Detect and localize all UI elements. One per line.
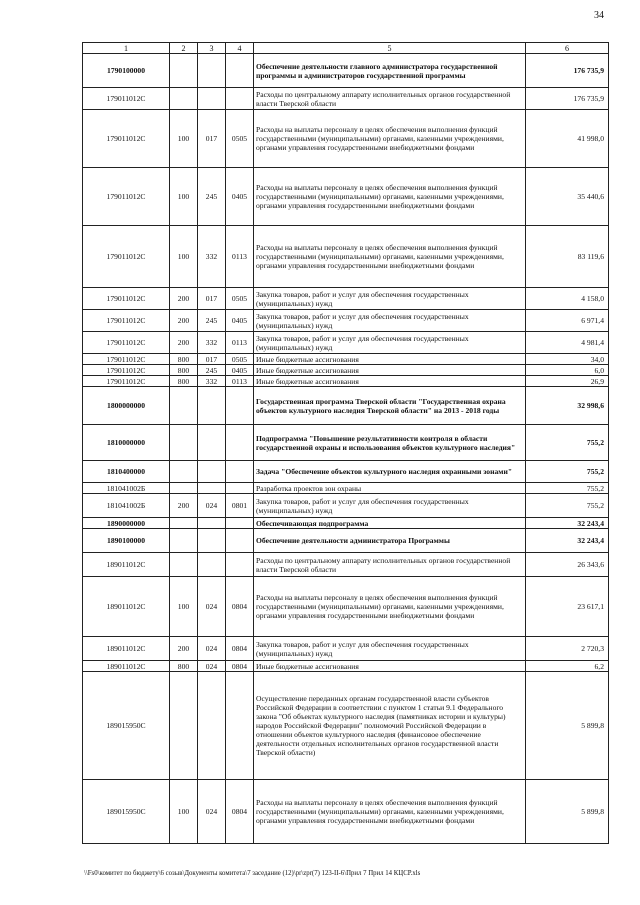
type-cell xyxy=(170,54,198,88)
description-cell: Закупка товаров, работ и услуг для обеспечения государственных (муниципальных) нужд xyxy=(254,310,526,332)
section-cell: 0405 xyxy=(226,168,254,226)
description-cell: Расходы на выплаты персоналу в целях обеспечения выполнения функций государственными (муниципальными) органами, казенными учреждениями, органами управления государственными внебюджетными фондами xyxy=(254,780,526,844)
ministry-cell xyxy=(198,88,226,110)
description-cell: Осуществление переданных органам государственной власти субъектов Российской Федерации в соответствии с пунктом 1 статьи 9.1 Федерального закона "Об объектах культурного наследия (памятниках истории и культуры) народов Российской Федерации" полномочий Российской Федерации в отношении объектов культурного наследия (финансовое обеспечение деятельности отдельных исполнительных органов государственной власти Тверской области) xyxy=(254,672,526,780)
code-cell: 1810400000 xyxy=(83,461,170,483)
description-cell: Обеспечивающая подпрограмма xyxy=(254,518,526,529)
section-cell: 0804 xyxy=(226,637,254,661)
code-cell: 1890000000 xyxy=(83,518,170,529)
amount-cell: 35 440,6 xyxy=(526,168,609,226)
ministry-cell: 245 xyxy=(198,365,226,376)
ministry-cell xyxy=(198,387,226,425)
table-row xyxy=(83,88,609,110)
section-cell: 0804 xyxy=(226,661,254,672)
table-row xyxy=(83,376,609,387)
section-cell xyxy=(226,529,254,553)
ministry-cell xyxy=(198,483,226,494)
description-cell: Обеспечение деятельности главного администратора государственной программы и администраторов государственной программы xyxy=(254,54,526,88)
table-row xyxy=(83,494,609,518)
description-cell: Закупка товаров, работ и услуг для обеспечения государственных (муниципальных) нужд xyxy=(254,332,526,354)
description-cell: Закупка товаров, работ и услуг для обеспечения государственных (муниципальных) нужд xyxy=(254,288,526,310)
section-cell: 0505 xyxy=(226,288,254,310)
amount-cell: 5 899,8 xyxy=(526,672,609,780)
ministry-cell: 024 xyxy=(198,661,226,672)
amount-cell: 32 243,4 xyxy=(526,529,609,553)
amount-cell: 6 971,4 xyxy=(526,310,609,332)
table-row xyxy=(83,54,609,88)
amount-cell: 41 998,0 xyxy=(526,110,609,168)
header-cell: 5 xyxy=(254,43,526,54)
ministry-cell xyxy=(198,672,226,780)
section-cell xyxy=(226,483,254,494)
amount-cell: 176 735,9 xyxy=(526,54,609,88)
description-cell: Расходы на выплаты персоналу в целях обеспечения выполнения функций государственными (муниципальными) органами, казенными учреждениями, органами управления государственными внебюджетными фондами xyxy=(254,168,526,226)
code-cell: 179011012С xyxy=(83,332,170,354)
description-cell: Разработка проектов зон охраны xyxy=(254,483,526,494)
table-row xyxy=(83,332,609,354)
type-cell: 200 xyxy=(170,332,198,354)
table-row xyxy=(83,110,609,168)
amount-cell: 26 343,6 xyxy=(526,553,609,577)
type-cell: 200 xyxy=(170,288,198,310)
type-cell: 800 xyxy=(170,376,198,387)
type-cell xyxy=(170,672,198,780)
amount-cell: 755,2 xyxy=(526,483,609,494)
amount-cell: 176 735,9 xyxy=(526,88,609,110)
type-cell: 100 xyxy=(170,226,198,288)
table-row xyxy=(83,425,609,461)
section-cell xyxy=(226,425,254,461)
header-cell: 3 xyxy=(198,43,226,54)
ministry-cell: 024 xyxy=(198,494,226,518)
amount-cell: 34,0 xyxy=(526,354,609,365)
type-cell: 100 xyxy=(170,168,198,226)
type-cell xyxy=(170,88,198,110)
ministry-cell: 245 xyxy=(198,168,226,226)
code-cell: 189011012С xyxy=(83,577,170,637)
code-cell: 179011012С xyxy=(83,310,170,332)
amount-cell: 2 720,3 xyxy=(526,637,609,661)
code-cell: 179011012С xyxy=(83,365,170,376)
ministry-cell: 024 xyxy=(198,577,226,637)
description-cell: Расходы на выплаты персоналу в целях обеспечения выполнения функций государственными (муниципальными) органами, казенными учреждениями, органами управления государственными внебюджетными фондами xyxy=(254,110,526,168)
code-cell: 189011012С xyxy=(83,637,170,661)
section-cell xyxy=(226,54,254,88)
type-cell xyxy=(170,518,198,529)
table-row xyxy=(83,365,609,376)
ministry-cell xyxy=(198,518,226,529)
type-cell: 800 xyxy=(170,354,198,365)
description-cell: Иные бюджетные ассигнования xyxy=(254,661,526,672)
amount-cell: 755,2 xyxy=(526,494,609,518)
code-cell: 179011012С xyxy=(83,110,170,168)
code-cell: 179011012С xyxy=(83,88,170,110)
type-cell xyxy=(170,461,198,483)
amount-cell: 6,2 xyxy=(526,661,609,672)
header-cell: 1 xyxy=(83,43,170,54)
file-path-footer: \\Fs0\комитет по бюджету\6 созыв\Документы комитета\7 заседание (12)\pr\zpr(7) 123-II-6\Прил 7 Прил 14 КЦСР.xls xyxy=(84,870,421,877)
table-row xyxy=(83,310,609,332)
type-cell: 800 xyxy=(170,365,198,376)
code-cell: 179011012С xyxy=(83,226,170,288)
description-cell: Подпрограмма "Повышение результативности контроля в области государственной охраны и использования объектов культурного наследия" xyxy=(254,425,526,461)
code-cell: 189011012С xyxy=(83,661,170,672)
section-cell: 0801 xyxy=(226,494,254,518)
code-cell: 1810000000 xyxy=(83,425,170,461)
ministry-cell: 017 xyxy=(198,288,226,310)
table-row xyxy=(83,387,609,425)
section-cell xyxy=(226,461,254,483)
description-cell: Иные бюджетные ассигнования xyxy=(254,376,526,387)
header-cell: 6 xyxy=(526,43,609,54)
table-row xyxy=(83,168,609,226)
amount-cell: 4 158,0 xyxy=(526,288,609,310)
type-cell: 200 xyxy=(170,637,198,661)
amount-cell: 5 899,8 xyxy=(526,780,609,844)
section-cell xyxy=(226,518,254,529)
table-row xyxy=(83,553,609,577)
description-cell: Расходы на выплаты персоналу в целях обеспечения выполнения функций государственными (муниципальными) органами, казенными учреждениями, органами управления государственными внебюджетными фондами xyxy=(254,226,526,288)
ministry-cell xyxy=(198,54,226,88)
amount-cell: 4 981,4 xyxy=(526,332,609,354)
table-row xyxy=(83,672,609,780)
section-cell xyxy=(226,387,254,425)
ministry-cell: 017 xyxy=(198,110,226,168)
section-cell: 0113 xyxy=(226,332,254,354)
table-row xyxy=(83,461,609,483)
ministry-cell: 245 xyxy=(198,310,226,332)
description-cell: Закупка товаров, работ и услуг для обеспечения государственных (муниципальных) нужд xyxy=(254,637,526,661)
section-cell: 0505 xyxy=(226,354,254,365)
table-row xyxy=(83,577,609,637)
table-row xyxy=(83,637,609,661)
table-row xyxy=(83,529,609,553)
section-cell: 0804 xyxy=(226,780,254,844)
type-cell: 800 xyxy=(170,661,198,672)
code-cell: 1790100000 xyxy=(83,54,170,88)
header-cell: 2 xyxy=(170,43,198,54)
code-cell: 179011012С xyxy=(83,354,170,365)
ministry-cell xyxy=(198,529,226,553)
table-header-row xyxy=(83,43,609,54)
code-cell: 179011012С xyxy=(83,376,170,387)
table-row xyxy=(83,780,609,844)
code-cell: 179011012С xyxy=(83,288,170,310)
amount-cell: 23 617,1 xyxy=(526,577,609,637)
code-cell: 189015950С xyxy=(83,672,170,780)
budget-table xyxy=(82,42,609,844)
amount-cell: 32 243,4 xyxy=(526,518,609,529)
amount-cell: 83 119,6 xyxy=(526,226,609,288)
description-cell: Закупка товаров, работ и услуг для обеспечения государственных (муниципальных) нужд xyxy=(254,494,526,518)
description-cell: Иные бюджетные ассигнования xyxy=(254,354,526,365)
ministry-cell: 332 xyxy=(198,226,226,288)
ministry-cell: 332 xyxy=(198,332,226,354)
section-cell: 0505 xyxy=(226,110,254,168)
code-cell: 1800000000 xyxy=(83,387,170,425)
code-cell: 181041002Б xyxy=(83,494,170,518)
table-row xyxy=(83,288,609,310)
ministry-cell xyxy=(198,461,226,483)
table-row xyxy=(83,518,609,529)
amount-cell: 6,0 xyxy=(526,365,609,376)
header-cell: 4 xyxy=(226,43,254,54)
type-cell: 200 xyxy=(170,310,198,332)
description-cell: Расходы по центральному аппарату исполнительных органов государственной власти Тверской области xyxy=(254,553,526,577)
code-cell: 189011012С xyxy=(83,553,170,577)
type-cell xyxy=(170,387,198,425)
code-cell: 189015950С xyxy=(83,780,170,844)
ministry-cell xyxy=(198,553,226,577)
type-cell xyxy=(170,529,198,553)
description-cell: Обеспечение деятельности администратора Программы xyxy=(254,529,526,553)
type-cell xyxy=(170,553,198,577)
section-cell: 0405 xyxy=(226,310,254,332)
type-cell xyxy=(170,425,198,461)
amount-cell: 755,2 xyxy=(526,461,609,483)
ministry-cell: 017 xyxy=(198,354,226,365)
table-row xyxy=(83,483,609,494)
section-cell xyxy=(226,672,254,780)
description-cell: Государственная программа Тверской области "Государственная охрана объектов культурного наследия Тверской области" на 2013 - 2018 годы xyxy=(254,387,526,425)
ministry-cell: 024 xyxy=(198,780,226,844)
type-cell: 100 xyxy=(170,577,198,637)
table-row xyxy=(83,226,609,288)
code-cell: 1890100000 xyxy=(83,529,170,553)
section-cell xyxy=(226,88,254,110)
section-cell: 0113 xyxy=(226,376,254,387)
code-cell: 179011012С xyxy=(83,168,170,226)
table-row xyxy=(83,354,609,365)
code-cell: 181041002Б xyxy=(83,483,170,494)
amount-cell: 32 998,6 xyxy=(526,387,609,425)
description-cell: Расходы на выплаты персоналу в целях обеспечения выполнения функций государственными (муниципальными) органами, казенными учреждениями, органами управления государственными внебюджетными фондами xyxy=(254,577,526,637)
ministry-cell: 024 xyxy=(198,637,226,661)
amount-cell: 26,9 xyxy=(526,376,609,387)
section-cell: 0804 xyxy=(226,577,254,637)
type-cell xyxy=(170,483,198,494)
ministry-cell: 332 xyxy=(198,376,226,387)
type-cell: 100 xyxy=(170,780,198,844)
section-cell xyxy=(226,553,254,577)
description-cell: Расходы по центральному аппарату исполнительных органов государственной власти Тверской области xyxy=(254,88,526,110)
section-cell: 0113 xyxy=(226,226,254,288)
type-cell: 100 xyxy=(170,110,198,168)
description-cell: Иные бюджетные ассигнования xyxy=(254,365,526,376)
description-cell: Задача "Обеспечение объектов культурного наследия охранными зонами" xyxy=(254,461,526,483)
section-cell: 0405 xyxy=(226,365,254,376)
amount-cell: 755,2 xyxy=(526,425,609,461)
ministry-cell xyxy=(198,425,226,461)
type-cell: 200 xyxy=(170,494,198,518)
table-row xyxy=(83,661,609,672)
page-number: 34 xyxy=(594,10,604,21)
